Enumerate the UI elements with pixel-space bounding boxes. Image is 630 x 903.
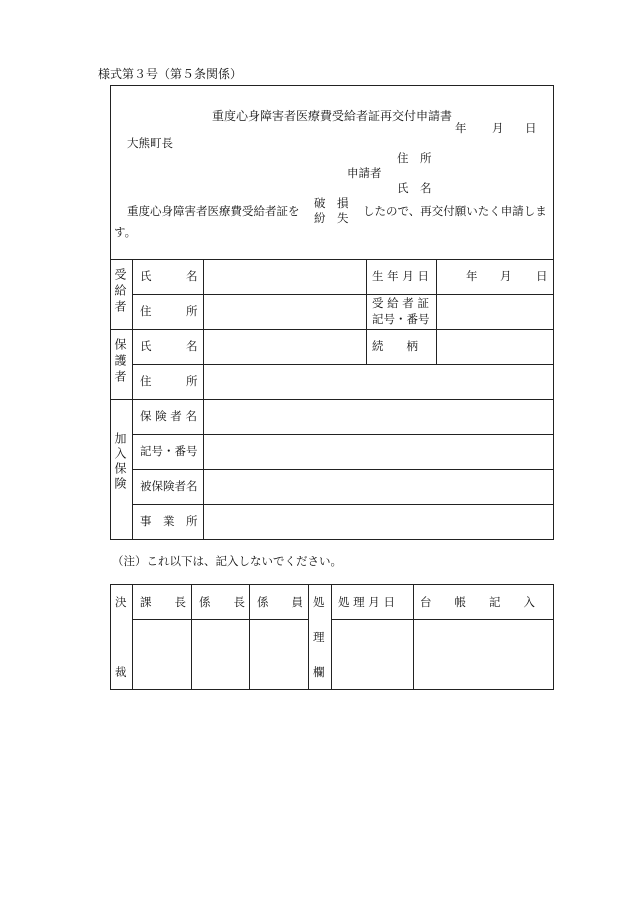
section-chief-stamp-cell[interactable]	[192, 620, 248, 689]
staff-label: 係 員	[257, 595, 303, 609]
statement-text-end: す。	[114, 225, 137, 239]
processing-label-1: 処	[313, 595, 325, 609]
ledger-label: 台 帳 記 入	[420, 595, 535, 609]
birth-year-label: 年	[466, 269, 478, 283]
guardian-name-field[interactable]	[204, 330, 365, 363]
statement-text-cont: したので、再交付願いたく申請しま	[363, 204, 547, 218]
guardian-name-label: 氏 名	[140, 339, 198, 353]
form-number: 様式第３号（第５条関係）	[98, 67, 243, 81]
processing-date-cell[interactable]	[332, 620, 412, 689]
office-use-note: （注）これ以下は、記入しないでください。	[112, 554, 342, 568]
option-lost: 紛 失	[314, 211, 349, 225]
insurer-label: 保 険 者 名	[140, 409, 197, 423]
insurer-field[interactable]	[204, 400, 553, 433]
insurance-number-label: 記号・番号	[140, 444, 198, 458]
staff-stamp-cell[interactable]	[250, 620, 307, 689]
processing-label-3: 欄	[313, 665, 325, 679]
col-line	[366, 329, 367, 364]
applicant-label: 申請者	[347, 166, 382, 180]
recipient-address-field[interactable]	[204, 295, 365, 328]
col-line	[308, 584, 309, 690]
relation-label: 続 柄	[372, 339, 418, 353]
chief-label: 課 長	[140, 595, 186, 609]
option-damaged: 破 損	[314, 196, 349, 210]
decision-label-top: 決	[115, 595, 127, 609]
guardian-address-label: 住 所	[140, 374, 198, 388]
chief-stamp-cell[interactable]	[133, 620, 190, 689]
insured-person-label: 被保険者名	[140, 479, 198, 493]
processing-label-2: 理	[313, 630, 325, 644]
recipient-group-label: 受給者	[113, 268, 127, 316]
addressee: 大熊町長	[127, 136, 173, 150]
applicant-address-label: 住 所	[397, 151, 432, 165]
cert-label-line2: 記号・番号	[372, 312, 430, 326]
recipient-name-field[interactable]	[204, 260, 365, 293]
insurance-group-label: 加入保険	[113, 432, 127, 492]
date-month-label: 月	[492, 121, 504, 135]
date-year-label: 年	[455, 121, 467, 135]
ledger-entry-cell[interactable]	[414, 620, 553, 689]
col-line	[132, 259, 133, 539]
statement-text: 重度心身障害者医療費受給者証を	[127, 204, 300, 218]
cert-number-field[interactable]	[437, 295, 553, 328]
date-day-label: 日	[525, 121, 537, 135]
recipient-name-label: 氏 名	[140, 269, 198, 283]
insured-person-field[interactable]	[204, 470, 553, 503]
col-line	[366, 259, 367, 329]
insurance-number-field[interactable]	[204, 435, 553, 468]
cert-label-line1: 受 給 者 証	[372, 296, 429, 310]
guardian-address-field[interactable]	[204, 365, 553, 398]
recipient-address-label: 住 所	[140, 304, 198, 318]
section-chief-label: 係 長	[199, 595, 245, 609]
form-title: 重度心身障害者医療費受給者証再交付申請書	[211, 109, 452, 123]
decision-label-bottom: 裁	[115, 665, 127, 679]
birth-day-label: 日	[536, 269, 548, 283]
office-field[interactable]	[204, 505, 553, 538]
guardian-group-label: 保護者	[113, 338, 127, 386]
birthdate-label: 生 年 月 日	[372, 269, 429, 283]
relation-field[interactable]	[437, 330, 553, 363]
applicant-name-label: 氏 名	[397, 181, 432, 195]
office-label: 事 業 所	[140, 514, 198, 528]
processing-date-label: 処 理 月 日	[338, 595, 395, 609]
birth-month-label: 月	[500, 269, 512, 283]
